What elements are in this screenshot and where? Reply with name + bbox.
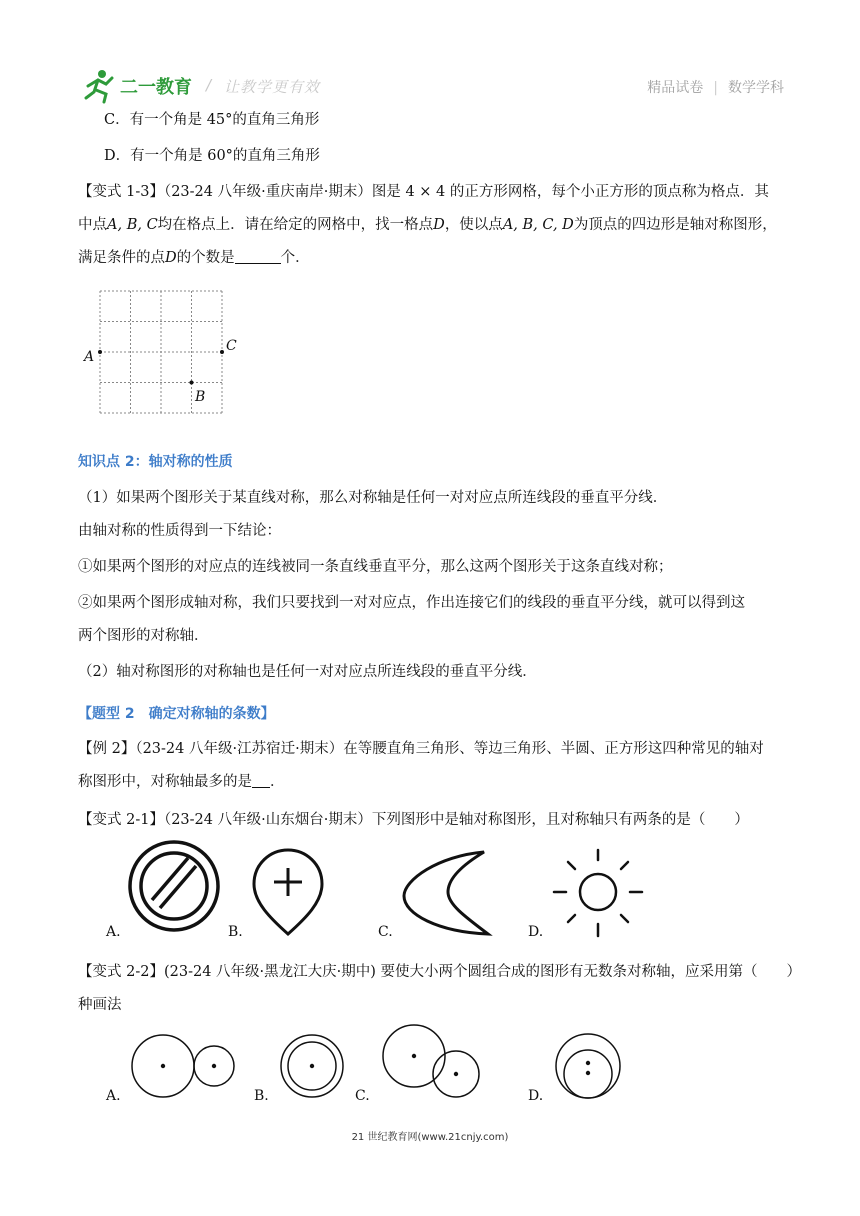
paragraph-1: （1）如果两个图形关于某直线对称，那么对称轴是任何一对对应点所连线段的垂直平分线． bbox=[78, 490, 668, 506]
example-2-line1: 【例 2】（23-24 八年级·江苏宿迁·期末）在等腰直角三角形、等边三角形、半圆、正方形这四种常见的轴对 bbox=[78, 741, 764, 757]
text-seg: 中点 bbox=[78, 217, 107, 233]
inner-tangent-circles-icon bbox=[550, 1030, 630, 1102]
text-seg: 的个数是 bbox=[176, 250, 235, 266]
point-c bbox=[220, 350, 224, 354]
concentric-circles-icon bbox=[276, 1030, 356, 1100]
paragraph-3: ①如果两个图形的对应点的连线被同一条直线垂直平分，那么这两个图形关于这条直线对称； bbox=[78, 559, 673, 575]
choice-b[interactable]: B. bbox=[228, 924, 243, 940]
paragraph-5: 两个图形的对称轴． bbox=[78, 628, 209, 644]
choice-a[interactable]: A. bbox=[106, 924, 121, 940]
question-type-2-heading: 【题型 2 确定对称轴的条数】 bbox=[78, 706, 275, 722]
overlapping-circles-icon bbox=[374, 1024, 494, 1104]
choice-d[interactable]: D. bbox=[528, 1088, 544, 1104]
logo-runner-icon bbox=[80, 66, 198, 106]
label-c: C bbox=[226, 338, 237, 354]
answer-blank[interactable] bbox=[252, 773, 270, 788]
point-b bbox=[190, 381, 194, 385]
variant-2-2-line2: 种画法 bbox=[78, 997, 122, 1013]
choice-c[interactable]: C. bbox=[355, 1088, 370, 1104]
paragraph-4: ②如果两个图形成轴对称，我们只要找到一对对应点，作出连接它们的线段的垂直平分线，就可以得到这 bbox=[78, 595, 745, 611]
example-2-line2 bbox=[78, 772, 285, 792]
math-d: D bbox=[165, 250, 177, 266]
crescent-icon bbox=[398, 846, 498, 941]
text-seg: 为顶点的四边形是轴对称图形， bbox=[573, 217, 777, 233]
answer-blank[interactable] bbox=[235, 249, 281, 264]
paragraph-2: 由轴对称的性质得到一下结论： bbox=[78, 523, 281, 539]
header-subject bbox=[647, 77, 784, 97]
two-circles-tangent-icon bbox=[128, 1030, 248, 1100]
variant-2-2-line1: 【变式 2-2】(23-24 八年级·黑龙江大庆·期中) 要使大小两个圆组合成的图形有无数条对称轴，应采用第（ ） bbox=[78, 964, 802, 980]
label-b: B bbox=[195, 389, 206, 405]
variant-1-3-line3 bbox=[78, 248, 310, 268]
variant-1-3-line2 bbox=[78, 215, 777, 235]
label-a: A bbox=[84, 349, 95, 365]
math-abc: A, B, C bbox=[107, 217, 158, 233]
sun-icon bbox=[548, 846, 648, 942]
pin-plus-icon bbox=[250, 846, 330, 941]
paragraph-6: （2）轴对称图形的对称轴也是任何一对对应点所连线段的垂直平分线． bbox=[78, 664, 537, 680]
choice-c[interactable]: C. bbox=[378, 924, 393, 940]
choice-d[interactable]: D. bbox=[528, 924, 544, 940]
text-seg: 个． bbox=[280, 250, 310, 266]
variant-1-3-line1: 【变式 1-3】（23-24 八年级·重庆南岸·期末）图是 4 × 4 的正方形网格，每个小正方形的顶点称为格点．其 bbox=[78, 184, 769, 200]
option-c: C．有一个角是 45°的直角三角形 bbox=[104, 112, 320, 128]
header-slogan: 让教学更有效 bbox=[224, 78, 321, 96]
point-a bbox=[98, 350, 102, 354]
header-paper-type: 精品试卷 bbox=[647, 80, 704, 96]
knowledge-point-2-heading: 知识点 2：轴对称的性质 bbox=[78, 454, 233, 470]
math-d: D bbox=[433, 217, 445, 233]
header-subject-name: 数学学科 bbox=[728, 80, 784, 96]
text-seg: ． bbox=[270, 774, 285, 790]
text-seg: 称图形中，对称轴最多的是 bbox=[78, 774, 252, 790]
choice-a[interactable]: A. bbox=[106, 1088, 121, 1104]
logo-text: 二一教育 bbox=[120, 77, 192, 98]
text-seg: 均在格点上．请在给定的网格中，找一格点 bbox=[157, 217, 434, 233]
page-footer: 21 世纪教育网(www.21cnjy.com) bbox=[351, 1132, 509, 1143]
option-d: D．有一个角是 60°的直角三角形 bbox=[104, 148, 320, 164]
choice-b[interactable]: B. bbox=[254, 1088, 269, 1104]
header-bar: | bbox=[713, 80, 718, 96]
circle-slash-icon bbox=[128, 840, 228, 940]
math-abcd: A, B, C, D bbox=[502, 217, 574, 233]
header-separator: / bbox=[206, 76, 212, 94]
text-seg: ，使以点 bbox=[444, 217, 503, 233]
variant-2-1: 【变式 2-1】（23-24 八年级·山东烟台·期末）下列图形中是轴对称图形，且对称轴只有两条的是（ ） bbox=[78, 812, 749, 828]
grid-figure bbox=[78, 284, 258, 419]
text-seg: 满足条件的点 bbox=[78, 250, 165, 266]
